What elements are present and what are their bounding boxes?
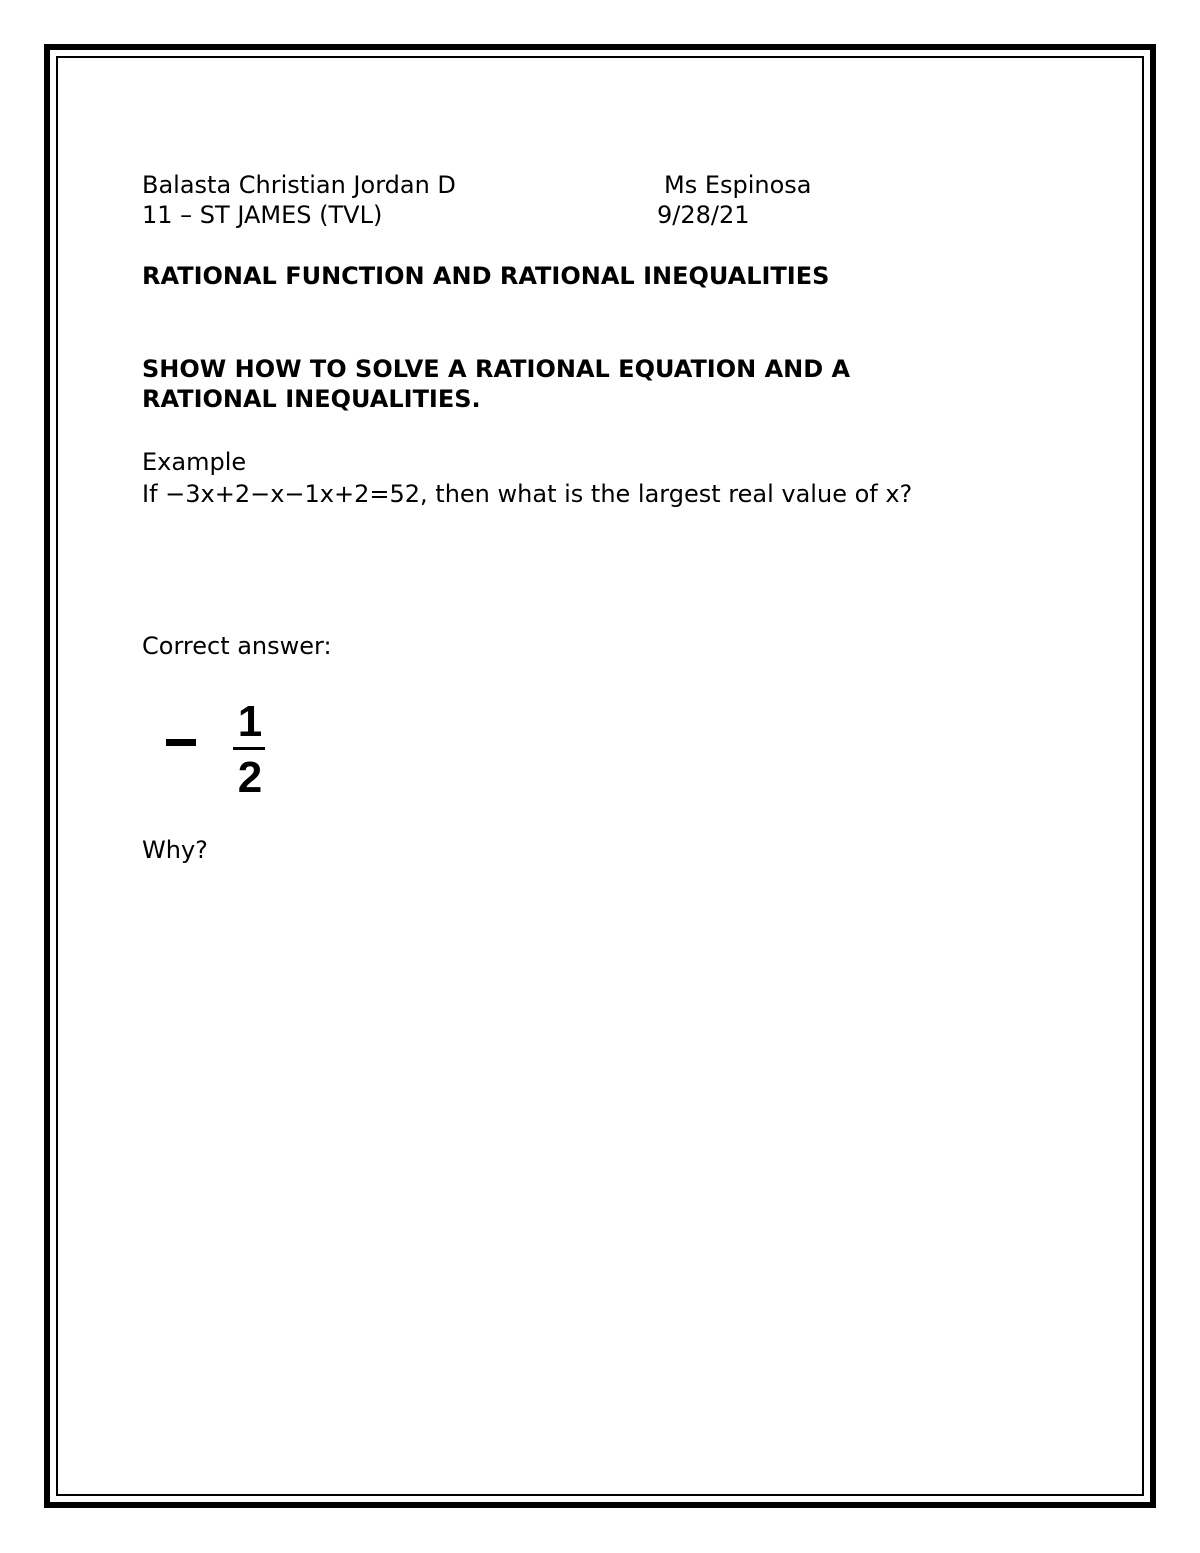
document-title: RATIONAL FUNCTION AND RATIONAL INEQUALITIES: [142, 262, 830, 290]
instruction-heading: [142, 354, 1022, 414]
minus-sign: [166, 739, 196, 746]
date: 9/28/21: [657, 201, 750, 229]
section: 11 – ST JAMES (TVL): [142, 201, 383, 229]
fraction-numerator: 1: [237, 697, 263, 746]
example-label: Example: [142, 448, 247, 476]
example-question: If −3x+2−x−1x+2=52, then what is the largest real value of x?: [142, 480, 913, 508]
why-label: Why?: [142, 836, 208, 864]
fraction-denominator: 2: [237, 753, 263, 802]
teacher-name: Ms Espinosa: [664, 171, 812, 199]
answer-label: Correct answer:: [142, 632, 332, 660]
instruction-line-2: RATIONAL INEQUALITIES.: [142, 385, 481, 413]
fraction-bar: [233, 747, 265, 750]
student-name: Balasta Christian Jordan D: [142, 171, 456, 199]
instruction-line-1: SHOW HOW TO SOLVE A RATIONAL EQUATION AND A: [142, 355, 851, 383]
